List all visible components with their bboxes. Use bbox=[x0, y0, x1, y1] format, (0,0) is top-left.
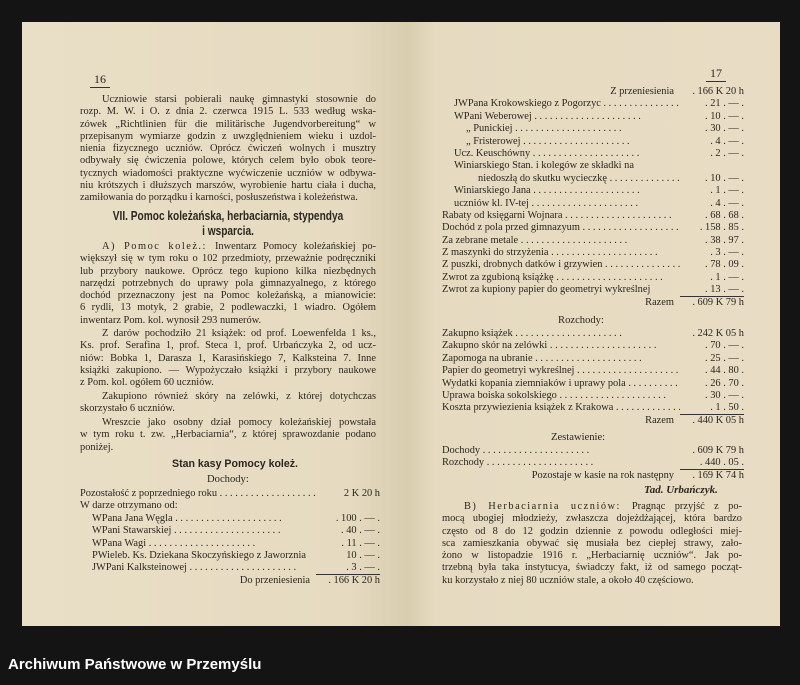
left-page bbox=[22, 22, 406, 626]
text-line: często od 8 do 12 godzin dziennie z powodu odległości miej- bbox=[442, 525, 742, 537]
ledger-label: „ Fristerowej . . bbox=[442, 136, 680, 148]
ledger-label: Pozostałość z poprzedniego roku . . bbox=[80, 488, 316, 500]
ledger-row bbox=[442, 235, 744, 247]
ledger-amount: . 10 . — . bbox=[705, 172, 744, 184]
text-line: Zakupiono również skóry na zelówki, z której dotychczas bbox=[102, 391, 376, 402]
ledger-label: „ Punickiej . . bbox=[442, 123, 680, 135]
text-line: A) Pomoc koleż.: Inwentarz Pomocy koleżańskiej po- bbox=[102, 241, 376, 252]
ledger-row bbox=[442, 415, 744, 427]
ledger-label: Winiarskiego Stan. i kolegów ze składki na bbox=[454, 160, 634, 172]
ledger-amount: . 4 . — . bbox=[710, 197, 744, 209]
ledger-amount: . 10 . — . bbox=[705, 110, 744, 122]
ledger-amount: . 166 K 20 h bbox=[328, 574, 380, 586]
ledger-row bbox=[80, 513, 380, 525]
ledger-label: Zakupno książek . . bbox=[442, 328, 680, 340]
ledger-amount: 10 . — . bbox=[346, 549, 380, 561]
text-line: nienia fizycznego uczniów. Oprócz ćwiczeń wolnych i musztry bbox=[80, 143, 376, 155]
ledger-amount bbox=[680, 160, 744, 172]
income-ledger bbox=[80, 488, 380, 587]
text-line: ku korzystało z niej 80 uczniów stale, a około 40 częściowo. bbox=[442, 574, 694, 586]
ledger-amount: . 68 . 68 . bbox=[705, 209, 744, 221]
section-heading-line-1: VII. Pomoc koleżańska, herbaciarnia, stypendya bbox=[112, 208, 344, 223]
section-heading-line-2: i wsparcia. bbox=[202, 223, 254, 238]
ledger-row bbox=[442, 136, 744, 148]
ledger-label: niedoszłą do skutku wycieczkę . . bbox=[442, 173, 680, 185]
ledger-label: Zwrot za zgubioną książkę . . bbox=[442, 272, 680, 284]
ledger-row bbox=[80, 500, 380, 512]
table-title: Stan kasy Pomocy koleż. bbox=[172, 458, 299, 470]
paragraph-lead: B) Herbaciarnia uczniów: bbox=[464, 501, 632, 512]
text-line: w tym roku t. zw. „Herbaciarnia“, z której sprawozdanie podano bbox=[80, 429, 376, 441]
ledger-amount bbox=[316, 500, 380, 512]
paragraph-herbaciarnia bbox=[442, 501, 742, 587]
ledger-row bbox=[442, 272, 744, 284]
ledger-row bbox=[442, 86, 744, 98]
ledger-amount: . 158 . 85 . bbox=[699, 222, 744, 234]
ledger-row bbox=[442, 198, 744, 210]
ledger-row bbox=[80, 488, 380, 500]
ledger-row bbox=[442, 390, 744, 402]
ledger-label: Zakupno skór na zelówki . . bbox=[442, 340, 680, 352]
ledger-label: Z maszynki do strzyżenia . . bbox=[442, 247, 680, 259]
ledger-row bbox=[442, 402, 744, 414]
text-line: Z darów pochodziło 21 książek: od prof. Loewenfelda 1 ks., bbox=[102, 328, 376, 339]
ledger-label: WPana Jana Węgla . . bbox=[80, 513, 316, 525]
ledger-amount: . 13 . — . bbox=[680, 284, 744, 296]
ledger-row bbox=[442, 210, 744, 222]
ledger-row bbox=[80, 562, 380, 574]
ledger-amount: . 38 . 97 . bbox=[705, 234, 744, 246]
text-line: B) Herbaciarnia uczniów: Pragnąc przyjść z po- bbox=[464, 501, 742, 512]
ledger-label: uczniów kl. IV-tej . . bbox=[442, 198, 680, 210]
ledger-label: Razem bbox=[645, 296, 674, 308]
ledger-amount: . 169 K 74 h bbox=[692, 469, 744, 481]
ledger-label: Do przeniesienia bbox=[239, 574, 310, 586]
text-line: poniżej. bbox=[80, 441, 114, 453]
text-line: narzędzi potrzebnych do uprawy pola gimnazyalnego, z którego bbox=[80, 277, 376, 289]
text-line: zamiłowania do porządku i karności, posłuszeństwa i koleżeństwa. bbox=[80, 192, 358, 204]
ledger-row bbox=[442, 365, 744, 377]
ledger-row bbox=[442, 111, 744, 123]
ledger-label: Pozostaje w kasie na rok następny bbox=[531, 469, 674, 481]
ledger-amount: . 44 . 80 . bbox=[705, 365, 744, 377]
summary-caption: Zestawienie: bbox=[551, 432, 606, 443]
ledger-label: Razem bbox=[645, 414, 674, 426]
text-line: skorzystało 6 uczniów. bbox=[80, 403, 175, 415]
ledger-row bbox=[80, 525, 380, 537]
income-caption: Dochody: bbox=[207, 474, 249, 485]
ledger-amount: . 78 . 09 . bbox=[705, 259, 744, 271]
paragraph-herbaciarnia-intro bbox=[80, 417, 376, 454]
ledger-amount: 2 K 20 h bbox=[343, 488, 380, 499]
text-line: lub przybory naukowe. Oprócz tego kupiono kilka niezbędnych bbox=[80, 265, 376, 277]
ledger-row bbox=[442, 173, 744, 185]
ledger-row bbox=[442, 353, 744, 365]
ledger-amount: . 609 K 79 h bbox=[692, 296, 744, 308]
paragraph-soles bbox=[80, 391, 376, 416]
signature: Tad. Urbańczyk. bbox=[644, 484, 718, 496]
text-line: odbywały się ćwiczenia polowe, których celem było obok teore- bbox=[80, 155, 376, 167]
text-line: niu krótszych i dłuższych marszów, wyrobienie hartu ciała i ducha, bbox=[80, 180, 376, 192]
text-line: tycznych wiadomości praktyczne wyćwiczenie uczniów w odbywa- bbox=[80, 167, 376, 179]
ledger-label: Zwrot za kupiony papier do geometryi wykreślnej bbox=[442, 284, 651, 296]
ledger-row bbox=[442, 222, 744, 234]
ledger-label: WPani Stawarskiej . . bbox=[80, 525, 316, 537]
ledger-row bbox=[442, 445, 744, 457]
ledger-row bbox=[442, 340, 744, 352]
ledger-row bbox=[442, 259, 744, 271]
ledger-label: WPana Wagi . . bbox=[80, 538, 316, 550]
ledger-amount: . 2 . — . bbox=[710, 147, 744, 159]
ledger-label: Winiarskiego Jana . . bbox=[442, 185, 680, 197]
text-line: rozp. M. W. i O. z dnia 2. czerwca 1915 L. 533 według wska- bbox=[80, 106, 376, 118]
ledger-amount: . 30 . — . bbox=[705, 123, 744, 135]
ledger-label: PWieleb. Ks. Dziekana Skoczyńskiego z Jaworznia bbox=[92, 549, 306, 561]
ledger-amount: . 26 . 70 . bbox=[705, 377, 744, 389]
ledger-row bbox=[442, 148, 744, 160]
ledger-row bbox=[442, 457, 744, 469]
ledger-amount: . 21 . — . bbox=[705, 98, 744, 110]
ledger-amount: . 440 . 05 . bbox=[680, 457, 744, 469]
ledger-amount: . 242 K 05 h bbox=[692, 328, 744, 339]
ledger-label: Dochody . . bbox=[442, 445, 680, 457]
summary-ledger bbox=[442, 445, 744, 482]
paragraph-gymnastics bbox=[80, 94, 376, 205]
ledger-label: Wydatki kopania ziemniaków i uprawy pola . . bbox=[442, 378, 680, 390]
text-line: inwentarz Pom. kol. wynosił 293 numerów. bbox=[80, 314, 262, 326]
ledger-amount: . 70 . — . bbox=[705, 340, 744, 352]
ledger-label: Rozchody . . bbox=[442, 457, 680, 469]
ledger-amount: . 3 . — . bbox=[710, 247, 744, 259]
expense-caption: Rozchody: bbox=[558, 315, 604, 326]
text-line: z Pom. kol. ogółem 60 uczniów. bbox=[80, 377, 214, 389]
ledger-amount: . 1 . — . bbox=[710, 185, 744, 197]
ledger-row bbox=[442, 297, 744, 309]
page-number: 17 bbox=[706, 66, 726, 82]
page-number: 16 bbox=[90, 72, 110, 88]
paragraph-lead: A) Pomoc koleż.: bbox=[102, 241, 215, 252]
ledger-row bbox=[442, 160, 744, 172]
expense-ledger bbox=[442, 328, 744, 427]
ledger-label: Uprawa boiska sokolskiego . . bbox=[442, 390, 680, 402]
text-line: trzebną była taka instytucya, świadczy fakt, iż od samego począt- bbox=[442, 562, 742, 574]
ledger-label: Ucz. Keuschówny . . bbox=[442, 148, 680, 160]
ledger-label: Z przeniesienia bbox=[610, 86, 674, 97]
ledger-amount: . 11 . — . bbox=[341, 537, 380, 549]
ledger-amount: . 440 K 05 h bbox=[692, 414, 744, 426]
income-ledger-continued bbox=[442, 86, 744, 309]
text-line: sca zamieszkania obywać się musiała bez ciepłej strawy, zało- bbox=[442, 537, 742, 549]
ledger-label: WPani Weberowej . . bbox=[442, 111, 680, 123]
section-heading bbox=[89, 208, 367, 238]
text-line: 6 rydli, 13 motyk, 2 grabie, 2 podlewaczki, 1 wiadro. Ogółem bbox=[80, 302, 376, 314]
text-line: dochód przeznaczony jest na Pomoc koleżańską, a mianowicie: bbox=[80, 290, 376, 302]
ledger-amount: . 100 . — . bbox=[335, 512, 380, 524]
ledger-amount: . 609 K 79 h bbox=[692, 445, 744, 456]
ledger-amount: . 25 . — . bbox=[705, 352, 744, 364]
text-line: Ks. prof. Serafina 1, prof. Steca 1, prof. Urbańczyka 2, od ucz- bbox=[80, 340, 376, 352]
ledger-row bbox=[442, 378, 744, 390]
ledger-amount: . 166 K 20 h bbox=[692, 86, 744, 97]
ledger-row bbox=[80, 538, 380, 550]
ledger-label: JWPana Krokowskiego z Pogorzyc . . bbox=[442, 98, 680, 110]
ledger-amount: . 30 . — . bbox=[705, 389, 744, 401]
ledger-amount: . 4 . — . bbox=[710, 135, 744, 147]
ledger-label: Koszta przywiezienia książek z Krakowa . . bbox=[442, 402, 680, 414]
text-line: przepisanym wymiarze godzin z uwzględnieniem wieku i uzdol- bbox=[80, 130, 376, 142]
text-line: zówek „Richtlinien für die militärische Jugendvorbereitung“ w bbox=[80, 118, 376, 130]
right-page bbox=[406, 22, 780, 626]
ledger-amount: . 40 . — . bbox=[341, 525, 380, 537]
text-line: żono w listopadzie 1916 r. „Herbaciarnię uczniów“. Jak po- bbox=[442, 550, 742, 562]
ledger-label: W darze otrzymano od: bbox=[80, 500, 178, 512]
ledger-row bbox=[442, 247, 744, 259]
paragraph-pomoc bbox=[80, 241, 376, 327]
ledger-label: Z puszki, drobnych datków i grzywien . . bbox=[442, 259, 680, 271]
ledger-label: JWPani Kalksteinowej . . bbox=[80, 562, 316, 574]
text-line: książki zakupiono. — Wypożyczało książki i przybory naukowe bbox=[80, 364, 376, 376]
ledger-row bbox=[442, 185, 744, 197]
ledger-row bbox=[80, 550, 380, 562]
ledger-label: Za zebrane metale . . bbox=[442, 235, 680, 247]
ledger-row bbox=[442, 284, 744, 296]
ledger-row bbox=[442, 328, 744, 340]
ledger-row bbox=[80, 575, 380, 587]
text-line: Wreszcie jako osobny dział pomocy koleżańskiej powstała bbox=[102, 417, 376, 428]
ledger-label: Dochód z pola przed gimnazyum . . bbox=[442, 222, 680, 234]
text-line: mocą ubogiej młodzieży, zwłaszcza dojeżdżającej, która bardzo bbox=[442, 513, 742, 525]
archive-name: Archiwum Państwowe w Przemyślu bbox=[8, 656, 262, 673]
ledger-amount: . 1 . — . bbox=[710, 271, 744, 283]
ledger-label: Papier do geometryi wykreślnej . . bbox=[442, 365, 680, 377]
paragraph-donations bbox=[80, 328, 376, 389]
ledger-row bbox=[442, 98, 744, 110]
text-line: Uczniowie starsi pobierali naukę gimnastyki stosownie do bbox=[102, 94, 376, 105]
ledger-amount: . 3 . — . bbox=[316, 562, 380, 574]
ledger-row bbox=[442, 123, 744, 135]
ledger-label: Rabaty od księgarni Wojnara . . bbox=[442, 210, 680, 222]
text-line: większył się w tym roku o 102 przedmioty, przeważnie podręczniki bbox=[80, 253, 376, 265]
ledger-label: Zapomoga na ubranie . . bbox=[442, 353, 680, 365]
ledger-amount: . 1 . 50 . bbox=[680, 402, 744, 414]
text-line: niów: Bobka 1, Darasza 1, Karasińskiego 7, Kalksteina 7. Inne bbox=[80, 352, 376, 364]
ledger-row bbox=[442, 470, 744, 482]
